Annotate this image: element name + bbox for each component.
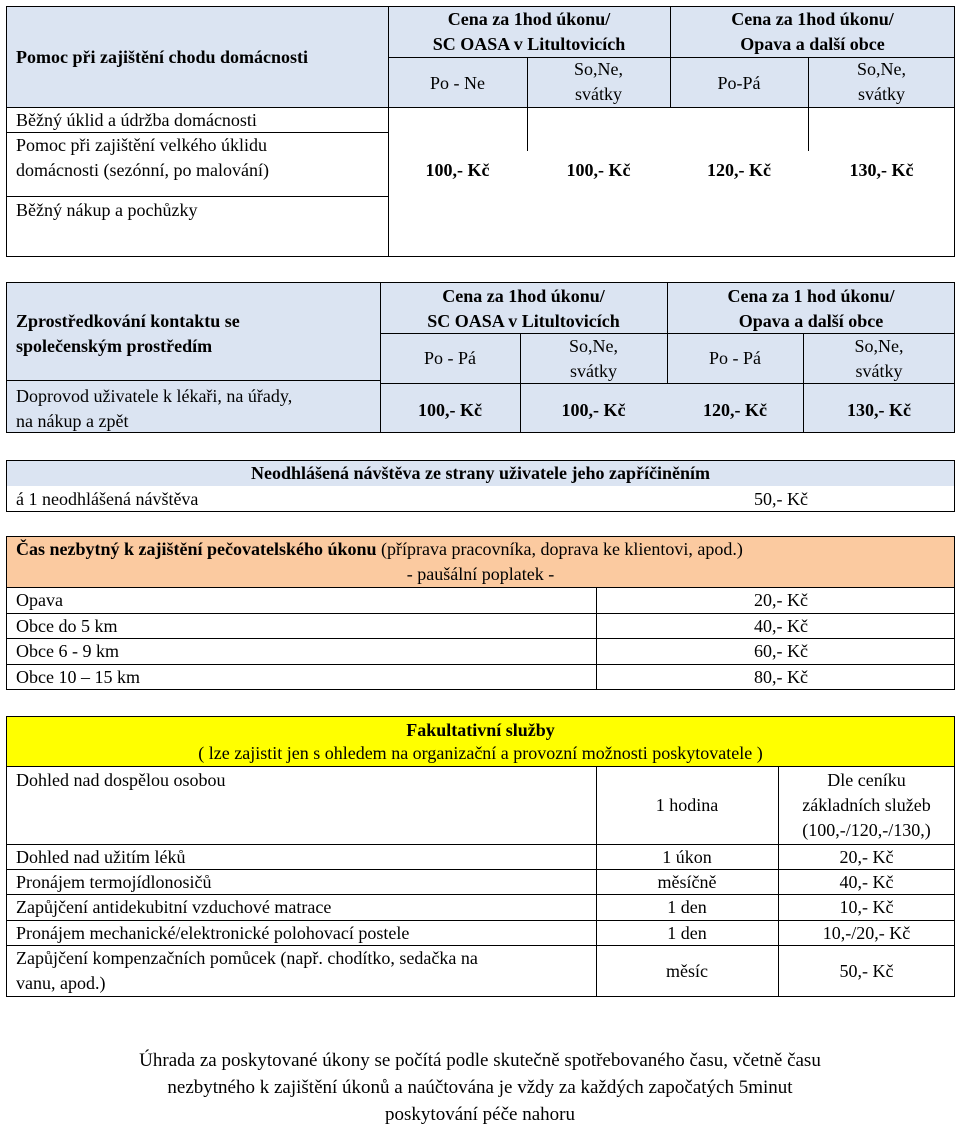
payment-note: Úhrada za poskytované úkony se počítá podle skutečně spotřebovaného času, včetně času nezbytného k zajištění úkonů a naúčtována je vždy za každých započatých 5minut poskytování péče nahoru xyxy=(139,1050,821,1125)
table4-row-2-label: Obce do 5 km xyxy=(16,616,118,636)
table5-subtitle: ( lze zajistit jen s ohledem na organizační a provozní možnosti poskytovatele ) xyxy=(198,743,763,763)
table1-op-weekend: So,Ne, svátky xyxy=(857,59,906,104)
table3-title: Neodhlášená návštěva ze strany uživatele jeho zapříčiněním xyxy=(251,463,710,483)
table1-price-op-weekend: 130,- Kč xyxy=(849,160,914,180)
table1-service-3: Běžný nákup a pochůzky xyxy=(16,200,198,220)
table5-row-2-label: Dohled nad užitím léků xyxy=(16,847,186,867)
table5-title: Fakultativní služby xyxy=(406,720,555,740)
table5-row-6-label: Zapůjčení kompenzačních pomůcek (např. chodítko, sedačka na vanu, apod.) xyxy=(16,948,478,993)
table1-lit-weekend: So,Ne, svátky xyxy=(574,59,623,104)
table5-row-1-unit: 1 hodina xyxy=(655,795,719,815)
table5-row-3-label: Pronájem termojídlonosičů xyxy=(16,872,212,892)
table4-row-4-label: Obce 10 – 15 km xyxy=(16,667,140,687)
table4-title xyxy=(16,537,743,562)
table5-row-4-unit: 1 den xyxy=(667,897,707,917)
table3-label: á 1 neodhlášená návštěva xyxy=(16,489,199,509)
table5-row-2-price: 20,- Kč xyxy=(839,847,894,867)
table5-row-3-price: 40,- Kč xyxy=(839,872,894,892)
table4-row-3-price: 60,- Kč xyxy=(754,641,808,661)
table1-service-1: Běžný úklid a údržba domácnosti xyxy=(16,110,257,130)
table4-row-2-price: 40,- Kč xyxy=(754,616,808,636)
table5-row-6-unit: měsíc xyxy=(666,961,708,981)
table4-row-4-price: 80,- Kč xyxy=(754,667,808,687)
table2-service: Doprovod uživatele k lékaři, na úřady, na nákup a zpět xyxy=(16,386,293,431)
table4-title-bold: Čas nezbytný k zajištění pečovatelského úkonu xyxy=(16,539,377,559)
table2-header-opava: Cena za 1 hod úkonu/ Opava a další obce xyxy=(727,286,895,331)
table5-row-1-price: Dle ceníku základních služeb (100,-/120,-/130,) xyxy=(802,770,931,840)
table1-price-op-weekday: 120,- Kč xyxy=(707,160,771,180)
table2-price-op-weekday: 120,- Kč xyxy=(703,400,767,420)
table1-title: Pomoc při zajištění chodu domácnosti xyxy=(16,47,308,67)
table1-lit-weekday: Po - Ne xyxy=(430,73,485,93)
table5-row-3-unit: měsíčně xyxy=(657,872,717,892)
table5-row-5-price: 10,-/20,- Kč xyxy=(822,923,911,943)
table3-price: 50,- Kč xyxy=(754,489,808,509)
table5-row-6-price: 50,- Kč xyxy=(839,961,894,981)
table1-header-litultovice: Cena za 1hod úkonu/ SC OASA v Litultovicích xyxy=(432,9,626,54)
table5-row-1-label: Dohled nad dospělou osobou xyxy=(16,770,226,790)
table5-row-5-label: Pronájem mechanické/elektronické polohovací postele xyxy=(16,923,410,943)
table2-price-lit-weekday: 100,- Kč xyxy=(418,400,482,420)
table2-header-litultovice: Cena za 1hod úkonu/ SC OASA v Litultovicích xyxy=(427,286,620,331)
table2-price-lit-weekend: 100,- Kč xyxy=(561,400,626,420)
table4-subtitle: - paušální poplatek - xyxy=(406,564,555,584)
table4-row-1-price: 20,- Kč xyxy=(754,590,808,610)
table2-op-weekday: Po - Pá xyxy=(708,348,761,368)
table1-op-weekday: Po-Pá xyxy=(717,73,761,93)
table2-title: Zprostředkování kontaktu se společenským prostředím xyxy=(16,311,240,356)
table2-lit-weekday: Po - Pá xyxy=(423,348,476,368)
table5-row-5-unit: 1 den xyxy=(667,923,707,943)
table1-service-2: Pomoc při zajištění velkého úklidu domácnosti (sezónní, po malování) xyxy=(16,135,269,180)
table5-row-4-label: Zapůjčení antidekubitní vzduchové matrace xyxy=(16,897,332,917)
table2-price-op-weekend: 130,- Kč xyxy=(847,400,911,420)
table4-title-rest: (příprava pracovníka, doprava ke klientovi, apod.) xyxy=(376,539,743,559)
table1-price-lit-weekday: 100,- Kč xyxy=(425,160,490,180)
table1-header-opava: Cena za 1hod úkonu/ Opava a další obce xyxy=(731,9,894,54)
table2-op-weekend: So,Ne, svátky xyxy=(854,336,904,381)
table5-row-4-price: 10,- Kč xyxy=(839,897,894,917)
table2-lit-weekend: So,Ne, svátky xyxy=(569,336,618,381)
table4-row-1-label: Opava xyxy=(16,590,63,610)
table1-price-lit-weekend: 100,- Kč xyxy=(566,160,631,180)
table4-row-3-label: Obce 6 - 9 km xyxy=(16,641,119,661)
table5-row-2-unit: 1 úkon xyxy=(662,847,712,867)
